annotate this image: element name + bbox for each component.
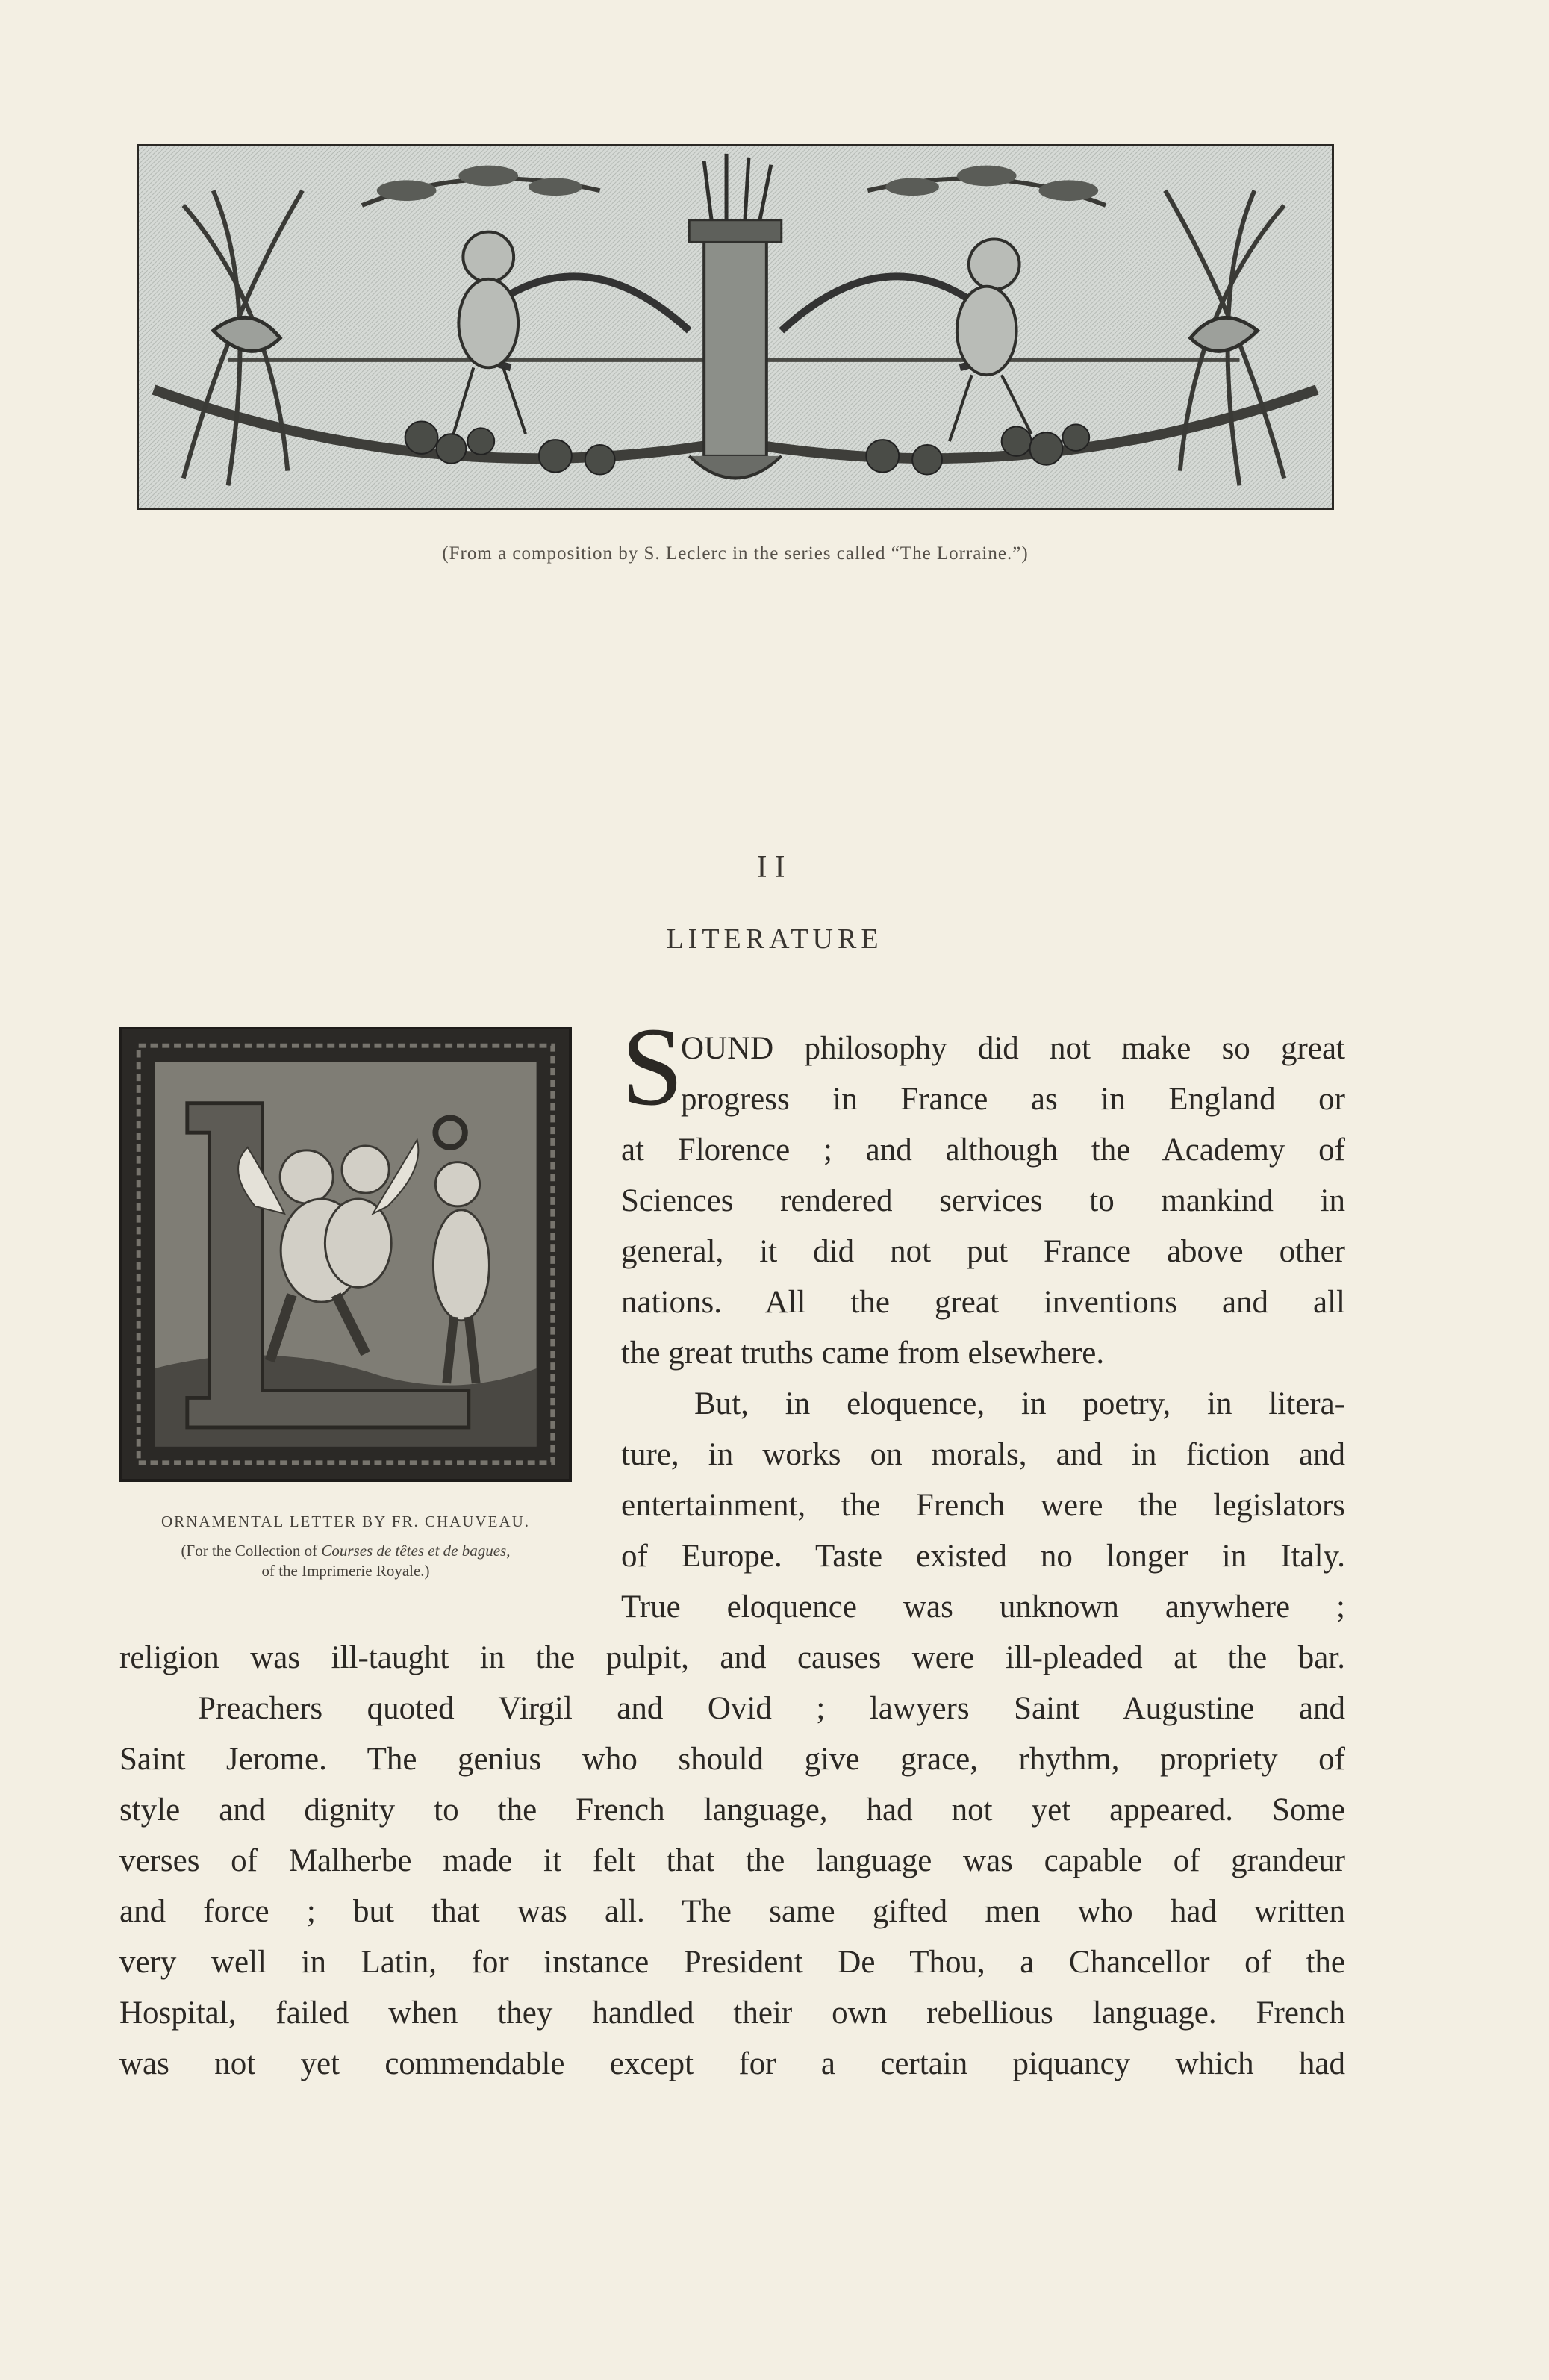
text-line-right-12: True eloquence was unknown anywhere ;	[621, 1589, 1345, 1624]
text-line-full-6: and force ; but that was all. The same gifted men who had written	[119, 1894, 1345, 1929]
ornament-caption-italic-title: Courses de têtes et de bagues,	[321, 1542, 511, 1560]
text-line-full-8: Hospital, failed when they handled their own rebellious language. French	[119, 1996, 1345, 2031]
drop-cap-letter: S	[621, 1005, 684, 1129]
text-line-full-1: religion was ill-taught in the pulpit, and causes were ill-pleaded at the bar.	[119, 1640, 1345, 1675]
banner-caption: (From a composition by S. Leclerc in the series called “The Lorraine.”)	[442, 543, 1029, 564]
ornamental-letter-image	[119, 1027, 572, 1482]
ornament-caption-line1-start: (For the Collection of	[181, 1542, 322, 1560]
text-line-right-2: progress in France as in England or	[681, 1082, 1345, 1117]
text-line-right-11: of Europe. Taste existed no longer in Italy.	[621, 1539, 1345, 1574]
text-line-full-2: Preachers quoted Virgil and Ovid ; lawyers Saint Augustine and	[198, 1691, 1345, 1726]
ornament-caption-title: ORNAMENTAL LETTER BY FR. CHAUVEAU.	[160, 1513, 531, 1530]
text-line-full-3: Saint Jerome. The genius who should give grace, rhythm, propriety of	[119, 1742, 1345, 1777]
text-line-right-8: But, in eloquence, in poetry, in litera-	[694, 1386, 1345, 1421]
text-line-right-1: OUND philosophy did not make so great	[681, 1031, 1345, 1066]
text-line-right-9: ture, in works on morals, and in fiction and	[621, 1437, 1345, 1472]
text-line-full-5: verses of Malherbe made it felt that the language was capable of grandeur	[119, 1843, 1345, 1878]
banner-illustration	[139, 146, 1332, 508]
ornament-caption-source	[112, 1541, 579, 1581]
text-line-right-4: Sciences rendered services to mankind in	[621, 1183, 1345, 1218]
text-line-right-10: entertainment, the French were the legislators	[621, 1488, 1345, 1523]
text-line-right-3: at Florence ; and although the Academy of	[621, 1133, 1345, 1168]
text-line-right-5: general, it did not put France above other	[621, 1234, 1345, 1269]
ornamental-letter-illustration	[122, 1029, 569, 1479]
ornament-caption-line2: of the Imprimerie Royale.)	[261, 1562, 430, 1580]
chapter-title: LITERATURE	[666, 923, 883, 955]
banner-engraving	[137, 144, 1334, 510]
chapter-number: II	[756, 850, 793, 885]
text-line-right-7: the great truths came from elsewhere.	[621, 1336, 1105, 1371]
text-line-full-4: style and dignity to the French language, had not yet appeared. Some	[119, 1792, 1345, 1828]
text-line-right-6: nations. All the great inventions and all	[621, 1285, 1345, 1320]
text-line-full-7: very well in Latin, for instance President De Thou, a Chancellor of the	[119, 1945, 1345, 1980]
text-line-full-9: was not yet commendable except for a certain piquancy which had	[119, 2046, 1345, 2081]
